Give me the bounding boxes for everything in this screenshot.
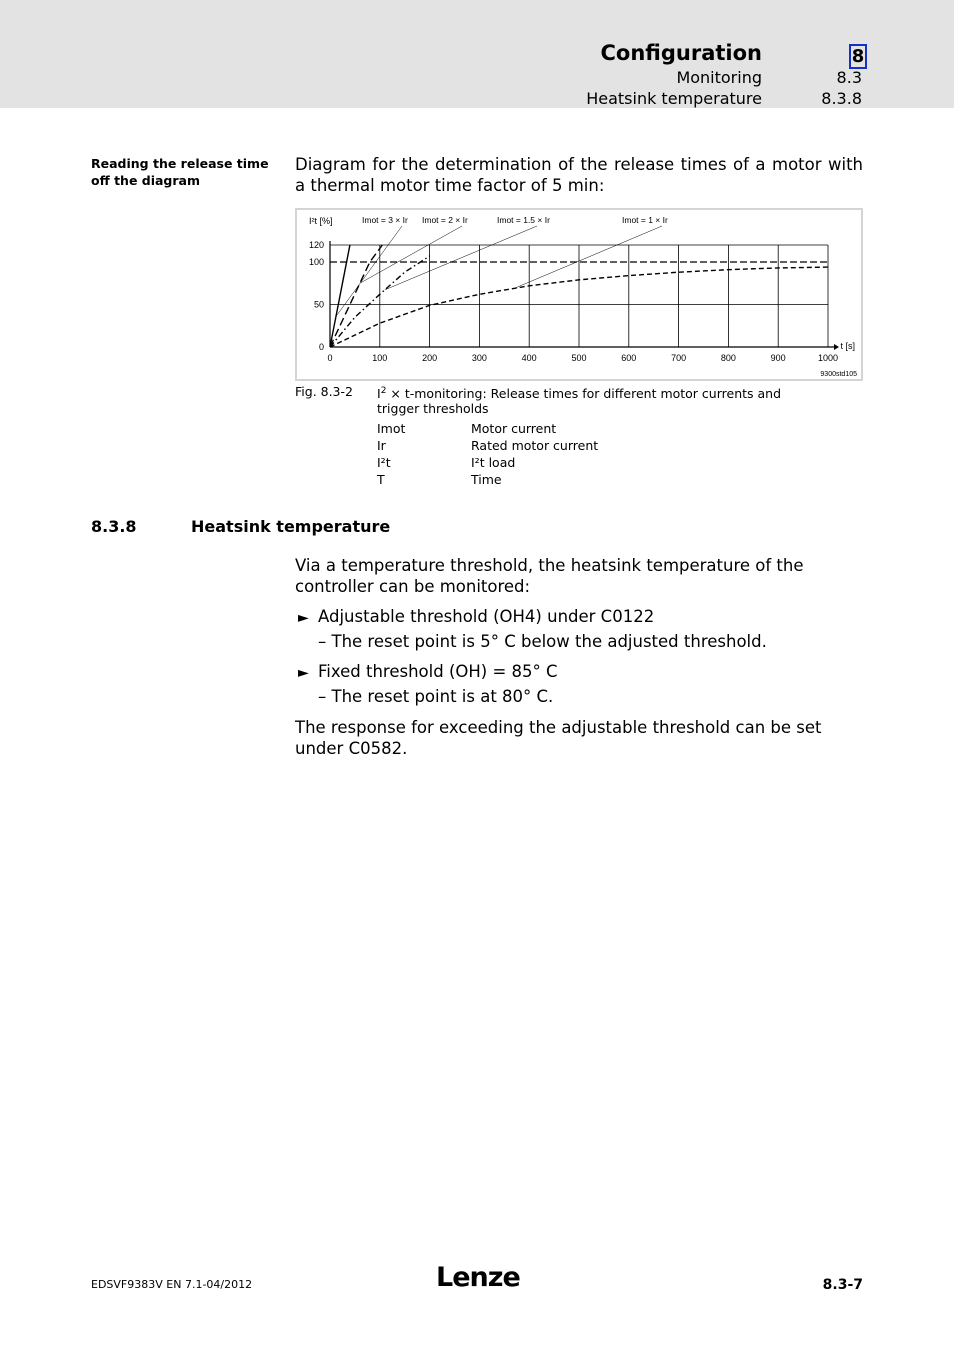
release-time-chart xyxy=(295,208,863,381)
x-tick-label: 400 xyxy=(521,353,537,363)
y-axis-label: I²t [%] xyxy=(309,216,333,226)
section-label: Monitoring xyxy=(676,68,762,87)
legend-description: Time xyxy=(471,472,502,487)
lenze-logo: Lenze xyxy=(436,1262,520,1293)
section-title: Heatsink temperature xyxy=(191,517,391,536)
side-label: Reading the release time off the diagram xyxy=(91,156,269,188)
section-paragraph-2: The response for exceeding the adjustable threshold can be set under C0582. xyxy=(295,718,822,758)
x-tick-label: 600 xyxy=(621,353,637,363)
y-tick-label: 0 xyxy=(318,342,324,352)
x-tick-label: 100 xyxy=(372,353,388,363)
bullet-item xyxy=(298,607,654,626)
series-line xyxy=(330,245,382,347)
caption-rest: × t-monitoring: Release times for different motor currents and trigger thresholds xyxy=(377,386,782,417)
chapter-number-badge: 8 xyxy=(849,44,867,69)
section-number: 8.3 xyxy=(836,68,862,87)
bullet-subitem: – The reset point is at 80° C. xyxy=(318,687,554,706)
page-header xyxy=(0,0,954,108)
legend-symbol: I²t xyxy=(377,455,391,470)
intro-paragraph: Diagram for the determination of the release times of a motor with a thermal motor time factor of 5 min: xyxy=(295,155,863,195)
series-leader-line xyxy=(336,226,402,316)
bullet-item xyxy=(298,662,558,681)
y-tick-label: 120 xyxy=(308,240,324,250)
x-tick-label: 300 xyxy=(471,353,487,363)
x-tick-label: 900 xyxy=(770,353,786,363)
x-tick-label: 800 xyxy=(720,353,736,363)
bullet-subitem: – The reset point is 5° C below the adjusted threshold. xyxy=(318,632,767,651)
x-tick-label: 700 xyxy=(671,353,687,363)
document-id: EDSVF9383V EN 7.1-04/2012 xyxy=(91,1278,253,1291)
section-paragraph-1: Via a temperature threshold, the heatsink temperature of the controller can be monitored: xyxy=(295,556,804,596)
figure-id: Fig. 8.3-2 xyxy=(295,384,353,399)
x-axis-arrow-icon xyxy=(834,344,839,350)
caption-sup: 2 xyxy=(380,386,387,396)
figure-caption xyxy=(377,384,817,416)
chapter-title: Configuration xyxy=(600,41,762,65)
x-tick-label: 1000 xyxy=(817,353,839,363)
legend-symbol: Ir xyxy=(377,438,386,453)
y-tick-label: 50 xyxy=(313,299,324,310)
bullet-arrow-icon: ► xyxy=(298,665,309,681)
bullet-text: Adjustable threshold (OH4) under C0122 xyxy=(318,607,655,626)
bullet-arrow-icon: ► xyxy=(298,610,309,626)
series-line xyxy=(330,245,350,347)
x-tick-label: 200 xyxy=(422,353,438,363)
chart-svg xyxy=(297,210,861,379)
subsection-number: 8.3.8 xyxy=(821,89,862,108)
bullet-text: Fixed threshold (OH) = 85° C xyxy=(318,662,558,681)
series-label: Imot = 1.5 × Ir xyxy=(497,215,550,225)
legend-symbol: T xyxy=(377,472,385,487)
series-label: Imot = 2 × Ir xyxy=(422,215,468,225)
x-axis-label: t [s] xyxy=(840,341,855,351)
legend-description: Motor current xyxy=(471,421,557,436)
series-leader-line xyxy=(385,226,537,290)
section-number-heading: 8.3.8 xyxy=(91,517,137,536)
legend-description: Rated motor current xyxy=(471,438,599,453)
subsection-label: Heatsink temperature xyxy=(586,89,762,108)
legend-symbol: Imot xyxy=(377,421,406,436)
series-label: Imot = 3 × Ir xyxy=(362,215,408,225)
legend-description: I²t load xyxy=(471,455,516,470)
caption-i: I xyxy=(377,386,381,402)
y-tick-label: 100 xyxy=(308,257,324,267)
page-number: 8.3-7 xyxy=(822,1277,863,1293)
figure-code: 9300std105 xyxy=(820,371,857,378)
x-tick-label: 500 xyxy=(571,353,587,363)
x-tick-label: 0 xyxy=(327,353,333,363)
series-label: Imot = 1 × Ir xyxy=(622,215,668,225)
